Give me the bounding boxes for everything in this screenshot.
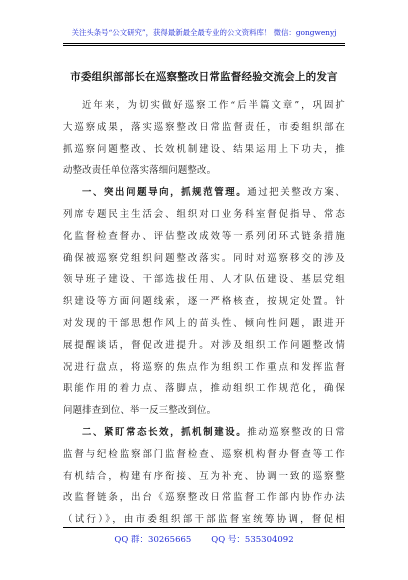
body-line-text: 通过把关整改方案、 xyxy=(247,187,345,199)
body-line xyxy=(63,269,345,291)
body-line-text: 监督与纪检监察部门监督检查、巡察机构督办督查等工作 xyxy=(63,448,345,460)
promo-banner: 关注头条号“公文研究”，获得最新最全最专业的公文资料库！ 微信：gongwenyj xyxy=(71,28,337,37)
footer-rule xyxy=(63,527,345,528)
header-rule xyxy=(63,43,345,44)
body-line-text: 况进行盘点，将巡察的焦点作为组织工作重点和发挥监督 xyxy=(63,361,345,373)
body-line xyxy=(63,160,345,182)
footer-contact xyxy=(0,533,408,545)
footer-qq-number: QQ 号：535304092 xyxy=(211,535,294,545)
body-line-text: 有机结合，构建有序衔接、互为补充、协调一致的巡察整 xyxy=(63,470,345,482)
document-title: 市委组织部部长在巡察整改日常监督经验交流会上的发言 xyxy=(70,71,338,83)
body-line xyxy=(63,226,345,248)
body-line-text: 确保被巡察党组织问题整改落实。同时对巡察移交的涉及 xyxy=(63,252,345,264)
body-line xyxy=(63,357,345,379)
body-line-text: （试行）》，由市委组织部干部监督室统筹协调，督促相 xyxy=(63,514,345,526)
body-line-text: 织建设等方面问题线索，逐一严格核查，按规定处置。针 xyxy=(63,296,345,308)
body-line xyxy=(63,117,345,139)
section-heading: 一、突出问题导向，抓规范管理。 xyxy=(82,187,248,199)
body-line xyxy=(63,291,345,313)
body-line-text: 领导班子建设、干部选拔任用、人才队伍建设、基层党组 xyxy=(63,274,345,286)
header-rule-thin xyxy=(63,45,345,46)
body-line-text: 对发现的干部思想作风上的苗头性、倾向性问题，跟进开 xyxy=(63,317,345,329)
body-line-text: 抓巡察问题整改、长效机制建设、结果运用上下功夫，推 xyxy=(63,143,345,155)
body-line xyxy=(63,444,345,466)
body-line-text: 展提醒谈话，督促改进提升。对涉及组织工作问题整改情 xyxy=(63,339,345,351)
body-line xyxy=(63,335,345,357)
body-line-text: 大巡察成果，落实巡察整改日常监督责任，市委组织部在 xyxy=(63,121,345,133)
body-line xyxy=(63,139,345,161)
body-line xyxy=(63,248,345,270)
body-line-text: 动整改责任单位落实落细问题整改。 xyxy=(63,165,217,177)
section-heading: 二、紧盯常态长效，抓机制建设。 xyxy=(82,426,248,438)
body-line xyxy=(63,400,345,422)
body-line-text: 近年来，为切实做好巡察工作“后半篇文章”，巩固扩 xyxy=(82,100,345,111)
document-body xyxy=(63,95,345,531)
body-line-text: 推动巡察整改的日常 xyxy=(247,426,345,438)
body-line xyxy=(63,182,345,204)
body-line-text: 职能作用的着力点、落脚点，推动组织工作规范化，确保 xyxy=(63,383,345,395)
body-line xyxy=(63,487,345,509)
body-line xyxy=(63,378,345,400)
footer-qq-group: QQ 群：30265665 xyxy=(114,535,192,545)
body-line xyxy=(63,466,345,488)
body-line-text: 问题排查到位、举一反三整改到位。 xyxy=(63,405,217,417)
body-line-text: 改监督链条，出台《巡察整改日常监督工作部内协作办法 xyxy=(63,492,345,504)
body-line xyxy=(63,204,345,226)
body-line xyxy=(63,95,345,117)
body-line-text: 化监督检查督办、评估整改成效等一系列闭环式链条措施 xyxy=(63,230,345,242)
body-line xyxy=(63,422,345,444)
body-line xyxy=(63,313,345,335)
body-line-text: 列席专题民主生活会、组织对口业务科室督促指导、常态 xyxy=(63,208,345,220)
